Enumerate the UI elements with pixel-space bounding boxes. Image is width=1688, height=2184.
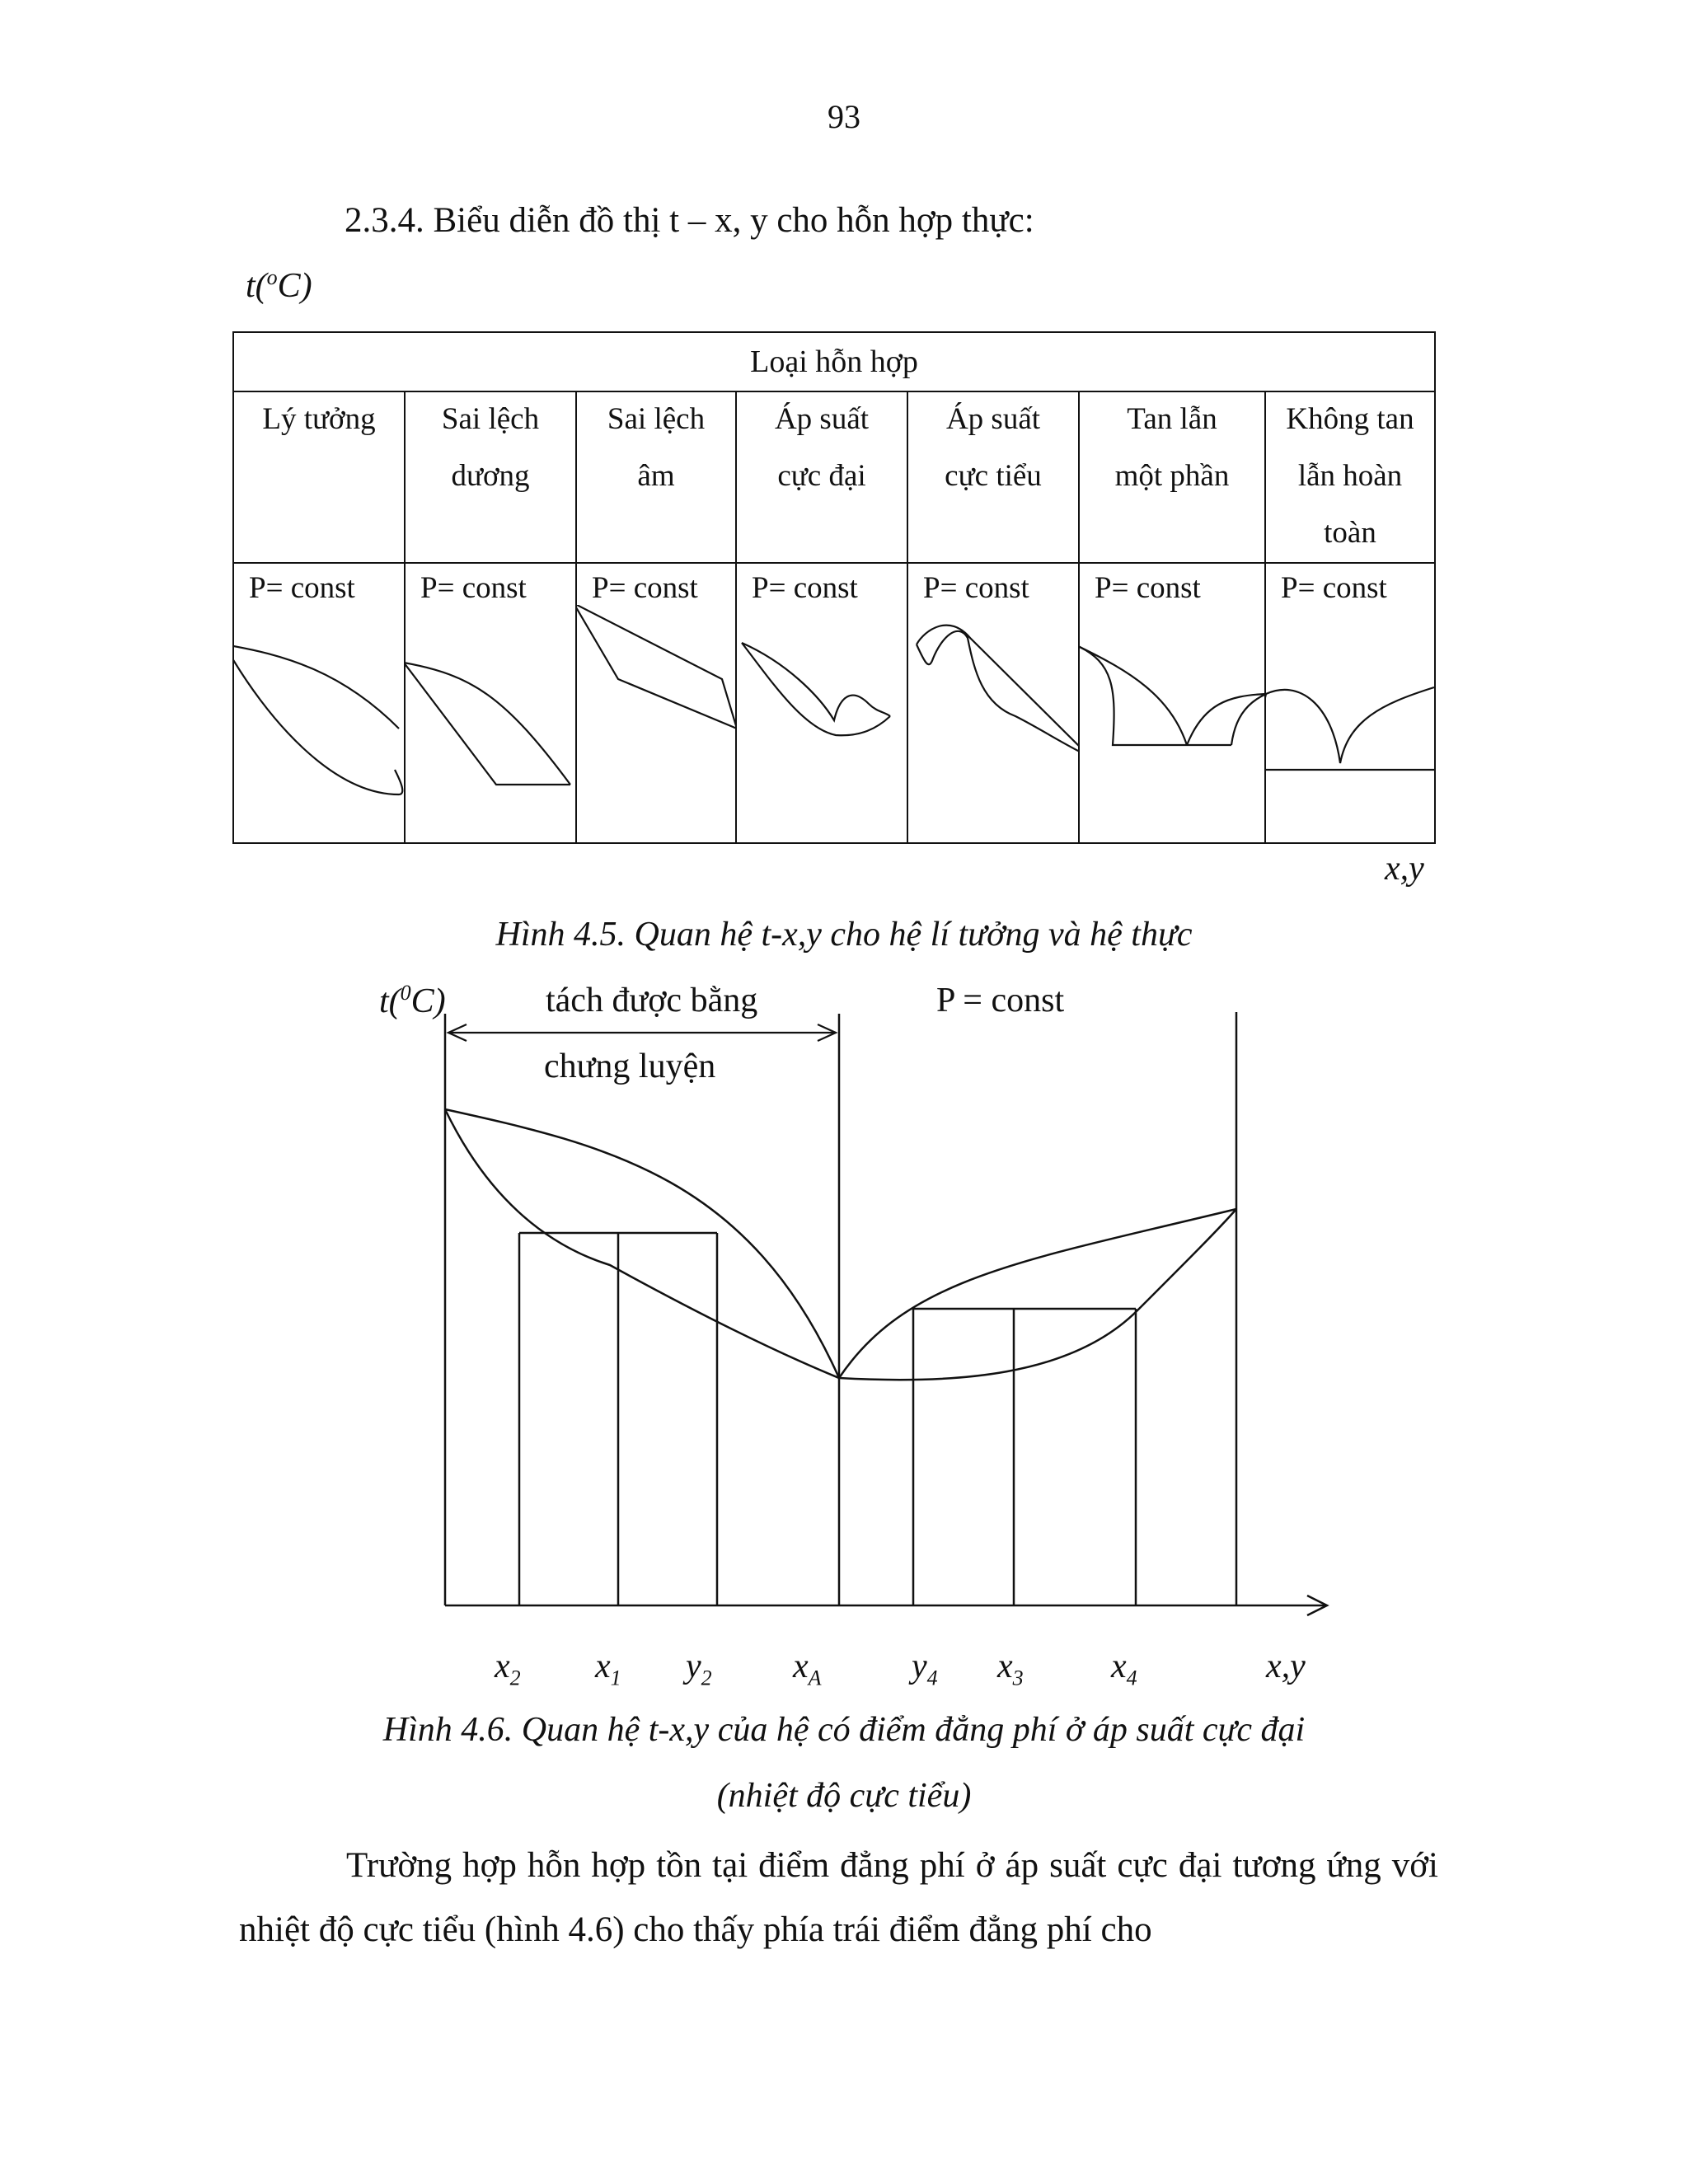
pressure-condition: P= const	[249, 571, 355, 605]
x-label-y2: $y_2$	[686, 1647, 712, 1690]
table-column-negative-deviation	[577, 391, 737, 842]
figure-4-6-caption-line1: Hình 4.6. Quan hệ t-x,y của hệ có điểm đẳng phí ở áp suất cực đại	[382, 1711, 1306, 1749]
x-label-x2: $x_2$	[495, 1647, 521, 1690]
table-y-axis-label: t($^o$C)	[246, 265, 312, 305]
vapor-curve-right	[839, 1209, 1236, 1378]
table-x-axis-label: x,y	[1385, 850, 1424, 888]
pressure-condition: P= const	[420, 571, 527, 605]
partially-miscible-diagram	[1080, 605, 1266, 844]
liquid-curve-left	[445, 1109, 839, 1378]
fig46-y-axis-label: t($^0$C)	[379, 981, 446, 1020]
max-pressure-diagram	[737, 605, 908, 844]
pressure-condition: P= const	[752, 571, 858, 605]
pressure-condition: P= const	[592, 571, 698, 605]
x-label-x3: $x_3$	[997, 1647, 1024, 1690]
section-heading: 2.3.4. Biểu diễn đồ thị t – x, y cho hỗn hợp thực:	[345, 201, 1034, 240]
mixture-types-table	[232, 331, 1436, 844]
x-label-x1: $x_1$	[595, 1647, 621, 1690]
body-paragraph: Trường hợp hỗn hợp tồn tại điểm đẳng phí ở áp suất cực đại tương ứng với nhiệt độ cực tiểu (hình 4.6) cho thấy phía trái điểm đẳng phí cho	[239, 1846, 1438, 1949]
liquid-curve-right	[839, 1209, 1236, 1380]
column-name: Tan lẫn một phần	[1080, 391, 1264, 564]
positive-deviation-diagram	[406, 605, 577, 844]
negative-deviation-diagram	[577, 605, 737, 844]
fig46-x-axis-label: x,y	[1266, 1647, 1306, 1685]
pressure-condition: P= const	[1095, 571, 1201, 605]
x-label-y4: $y_4$	[912, 1647, 938, 1690]
table-column-positive-deviation	[406, 391, 577, 842]
table-column-min-pressure	[908, 391, 1080, 842]
immiscible-diagram	[1266, 605, 1434, 844]
table-column-ideal	[234, 391, 406, 842]
figure-4-6	[363, 981, 1352, 1706]
table-column-immiscible	[1266, 391, 1434, 842]
column-name: Sai lệch dương	[406, 391, 575, 564]
table-header: Loại hỗn hợp	[234, 333, 1434, 392]
figure-4-6-caption-line2: (nhiệt độ cực tiểu)	[716, 1777, 972, 1815]
page-number: 93	[828, 98, 860, 135]
x-label-x4: $x_4$	[1111, 1647, 1137, 1690]
fig46-pressure-label: P = const	[936, 982, 1065, 1019]
pressure-condition: P= const	[923, 571, 1029, 605]
fig46-annotation-line2: chưng luyện	[544, 1047, 716, 1085]
ideal-diagram	[234, 605, 406, 844]
column-name: Áp suất cực đại	[737, 391, 907, 564]
column-name: Không tan lẫn hoàn toàn	[1266, 391, 1434, 564]
column-name: Sai lệch âm	[577, 391, 735, 564]
fig46-annotation-line1: tách được bằng	[546, 982, 758, 1019]
column-name: Áp suất cực tiểu	[908, 391, 1078, 564]
vapor-curve-left	[445, 1109, 839, 1378]
column-name: Lý tưởng	[234, 391, 404, 564]
table-column-max-pressure	[737, 391, 908, 842]
pressure-condition: P= const	[1281, 571, 1387, 605]
x-label-xA: $x_A$	[793, 1647, 822, 1690]
min-pressure-diagram	[908, 605, 1080, 844]
fig46-plot	[363, 981, 1352, 1706]
figure-4-5-caption: Hình 4.5. Quan hệ t-x,y cho hệ lí tưởng và hệ thực	[495, 916, 1193, 954]
table-column-partially-miscible	[1080, 391, 1266, 842]
